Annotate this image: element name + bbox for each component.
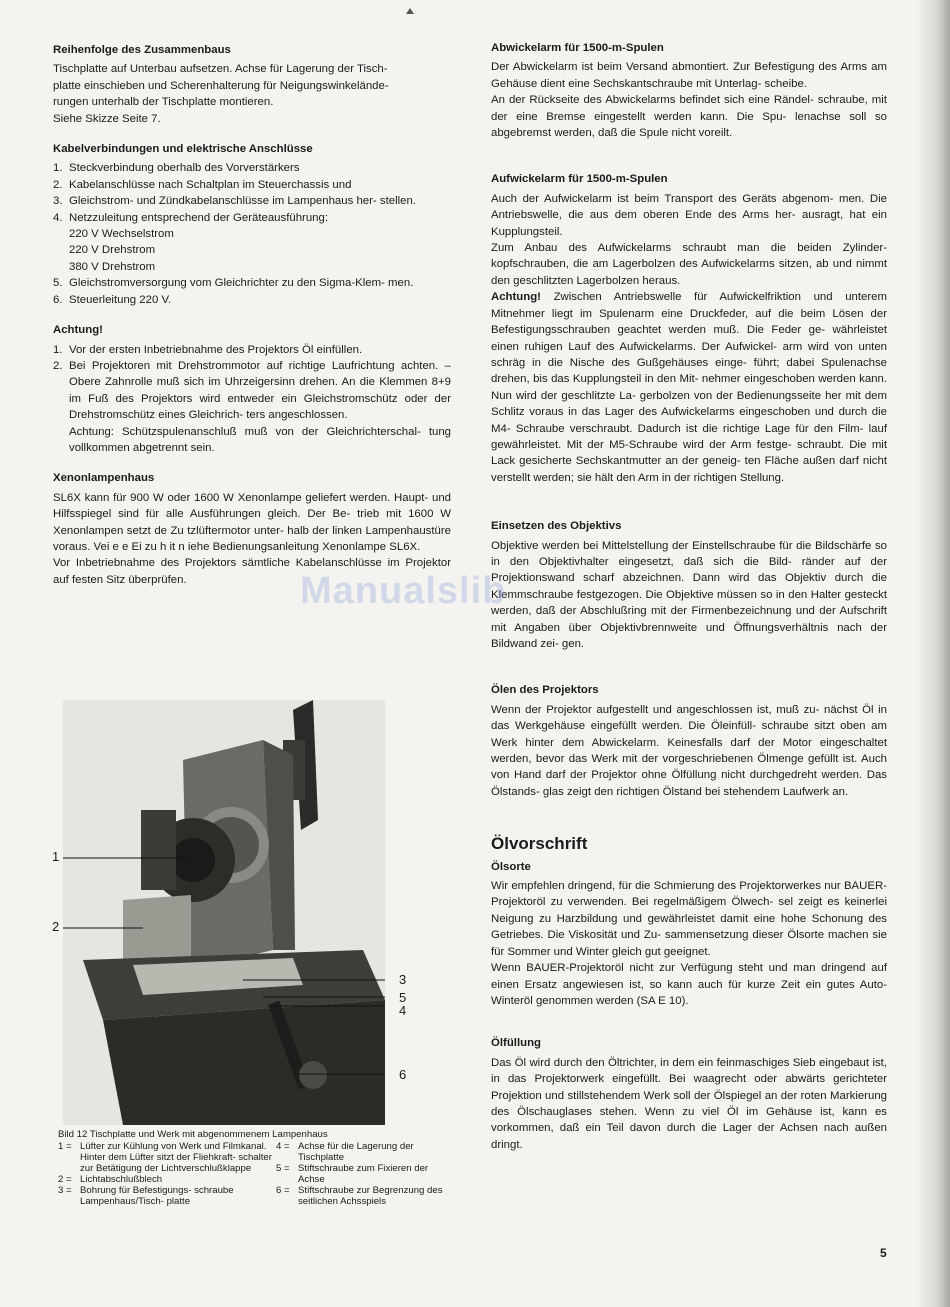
legend-row [58, 1174, 276, 1185]
achtung-list [53, 342, 451, 424]
figure-label-4: 4 [399, 1003, 407, 1018]
item-number: 3. [53, 195, 63, 208]
legend-key: 6 = [276, 1185, 290, 1196]
item-number: 6. [53, 293, 63, 306]
legend-text: Stiftschraube zum Fixieren der Achse [298, 1163, 429, 1185]
oelsorte-paragraph: Wenn BAUER-Projektoröl nicht zur Verfügung steht und man dringend auf einen Ersatz angewiesen ist, so kann auch für kurze Zeit ein gutes Auto-Winteröl genommen werden (SA E 10). [491, 962, 887, 1007]
figure-label-2: 2 [52, 919, 60, 934]
heading-abwickelarm: Abwickelarm für 1500-m-Spulen [491, 42, 664, 54]
reihenfolge-line: rungen unterhalb der Tischplatte montieren. [53, 96, 274, 109]
item-number: 4. [53, 211, 63, 224]
legend-text: Achse für die Lagerung der Tischplatte [298, 1141, 414, 1163]
item-number: 2. [53, 359, 63, 372]
section-oelfuellung [491, 1035, 887, 1153]
reihenfolge-line: Tischplatte auf Unterbau aufsetzen. Achse für Lagerung der Tisch- [53, 63, 388, 76]
heading-reihenfolge: Reihenfolge des Zusammenbaus [53, 44, 231, 56]
section-oelen [491, 682, 887, 800]
oelen-paragraph: Wenn der Projektor aufgestellt und angeschlossen ist, muß zu- nächst Öl in das Werkgehäuse eingefüllt werden. Die Öleinfüll- schraube sitzt oben am Werk hinter dem Abwickelarm. Keinesfalls darf der Motor eingeschaltet werden, bevor das Werk mit der vorgeschriebenen Ölmenge gefüllt ist. Auch von Hand darf der Projektor ohne Ölfüllung nicht durchgedreht werden. Das Ölstands- glas zeigt den richtigen Ölstand bei stehendem Laufwerk an. [491, 703, 887, 798]
figure-label-3: 3 [399, 972, 407, 987]
legend-key: 3 = [58, 1185, 72, 1196]
legend-key: 1 = [58, 1141, 72, 1152]
reihenfolge-line: Siehe Skizze Seite 7. [53, 112, 161, 125]
xenon-paragraph: Vor Inbetriebnahme des Projektors sämtliche Kabelanschlüsse im Projektor auf festen Sitz überprüfen. [53, 557, 451, 586]
aufwickel-paragraph: Zum Anbau des Aufwickelarms schraubt man die beiden Zylinder- kopfschrauben, die am Lagerbolzen des Aufwickelarms sitzen, ab und nimmt den geschlitzten Lagerbolzen heraus. [491, 242, 887, 287]
legend-text: Stiftschraube zur Begrenzung des seitlichen Achsspiels [298, 1185, 443, 1207]
list-item [53, 160, 451, 176]
section-aufwickelarm [491, 171, 887, 486]
item-text: Bei Projektoren mit Drehstrommotor auf richtige Laufrichtung achten. – Obere Zahnrolle muß sich im Uhrzeigersinn drehen. An die Klemmen 8+9 im Fuß des Projektors wird entweder ein Gleichstromschütz oder der Drehstromschütz eines Gleichrich- ters angeschlossen. [69, 359, 451, 422]
page-edge-shadow [916, 0, 950, 1307]
legend-right [276, 1141, 448, 1207]
achtung-label: Achtung! [491, 291, 541, 304]
section-achtung [53, 322, 451, 456]
item-text: Steuerleitung 220 V. [69, 293, 172, 306]
legend-row [276, 1185, 448, 1207]
xenon-paragraph: SL6X kann für 900 W oder 1600 W Xenonlampe geliefert werden. Haupt- und Hilfsspiegel sind für alle Ausführungen gleich. Der Be- trieb mit 1600 W Xenonlampen setzt de Zu tzlüftermotor unter- halb der linken Lampenhaustüre voraus. Vei e e Ei zu h it n iehe Bedienungsanleitung Xenonlampe SL6X. [53, 491, 451, 553]
legend-text: Lüfter zur Kühlung von Werk und Filmkanal. Hinter dem Lüfter sitzt der Fliehkraft- schalter zur Betätigung der Lichtverschlußklappe [80, 1141, 272, 1174]
heading-xenon: Xenonlampenhaus [53, 472, 155, 485]
item-text: Gleichstrom- und Zündkabelanschlüsse im Lampenhaus her- stellen. [69, 195, 416, 208]
objektiv-paragraph: Objektive werden bei Mittelstellung der Einstellschraube für die Bildschärfe so in den Objektivhalter eingesetzt, daß sich die Bild- ränder auf der Projektionswand scharf abzeichnen. Dann wird das Objektiv durch die Klemmschraube festgezogen. Die Objektive müssen so in den Halter gesteckt werden, daß der Abschlußring mit der Firmenbezeichnung und der Aufschrift mit Angaben über Objektivbrennweite und Öffnungsverhältnis nach der Bildwand zei- gen. [491, 539, 887, 650]
legend-text: Bohrung für Befestigungs- schraube Lampenhaus/Tisch- platte [80, 1185, 234, 1207]
achtung-text: Zwischen Antriebswelle für Aufwickelfriktion und unterem Mitnehmer liegt im Spulenarm eine Druckfeder, auf die beim Lösen der Befestigungsschrauben geachtet werden muß. Die Feder ge- währleistet einen ruhigen Lauf des Aufwickelarms. Der Aufwickel- arm wird von unten schräg in die Nische des Gußgehäuses einge- führt; dabei Spulenachse drehen, bis das Kupplungsteil in den Mit- nehmer eingeschoben werden kann. Nun wird der geschlitzte La- gerbolzen von der Bedienungsseite her mit dem Schlitz voraus in das Lager des Aufwickelarms eingeschoben und durch die M4- Schraube verschraubt. Dadurch ist die richtige Lage für den Film- lauf gewährleistet. Mit der M5-Schraube wird der Arm festge- schraubt. Die mit Lack gesicherte Sechskantmutter an der geneig- ten Fläche außen darf nicht verstellt werden; sie hält den Arm in der richtigen Stellung. [491, 291, 887, 484]
item-text: Netzzuleitung entsprechend der Geräteausführung: [69, 211, 328, 224]
caption-legend [58, 1141, 448, 1207]
right-column [491, 40, 887, 1167]
figure-label-6: 6 [399, 1067, 407, 1082]
item-text: Steckverbindung oberhalb des Vorverstärkers [69, 162, 300, 175]
achtung-note: Achtung: Schützspulenanschluß muß von der Gleichrichterschal- tung vollkommen abgetrennt sein. [69, 425, 451, 454]
abwickel-paragraph: Der Abwickelarm ist beim Versand abmontiert. Zur Befestigung des Arms am Gehäuse dient eine Sechskantschraube mit Unterlag- scheibe. [491, 61, 887, 90]
section-abwickelarm [491, 40, 887, 141]
kabel-list [53, 160, 451, 308]
legend-row [58, 1141, 276, 1174]
list-item [53, 210, 451, 276]
figure-caption [58, 1129, 448, 1207]
heading-oelvorschrift: Ölvorschrift [491, 834, 588, 854]
legend-row [276, 1141, 448, 1163]
list-item [53, 177, 451, 193]
item-number: 5. [53, 277, 63, 290]
legend-row [276, 1163, 448, 1185]
abwickel-paragraph: An der Rückseite des Abwickelarms befindet sich eine Rändel- schraube, mit der eine Bremse eingestellt werden kann. Die Spu- lenachse soll so abgebremst werden, daß die Spule nicht voreilt. [491, 94, 887, 140]
legend-text: Lichtabschlußblech [80, 1174, 163, 1185]
item-number: 1. [53, 343, 63, 356]
figure-label-1: 1 [52, 849, 60, 864]
watermark: Manualslib [300, 570, 507, 612]
legend-left [58, 1141, 276, 1207]
voltage-line: 380 V Drehstrom [69, 260, 156, 273]
legend-key: 2 = [58, 1174, 72, 1185]
item-text: Gleichstromversorgung vom Gleichrichter zu den Sigma-Klem- men. [69, 277, 414, 290]
reihenfolge-line: platte einschieben und Scherenhalterung für Neigungswinkelände- [53, 79, 389, 92]
oelsorte-paragraph: Wir empfehlen dringend, für die Schmierung des Projektorwerkes nur BAUER-Projektoröl zu verwenden. Bei regelmäßigem Ölwech- sel zeigt es keinerlei Neigung zu Harzbildung und gewährleistet damit eine hohe Schonung des Getriebes. Die Viskosität und Zu- sammensetzung dieser Ölsorte machen sie für Sommer und Winter gleich gut geeignet. [491, 880, 887, 958]
heading-achtung: Achtung! [53, 324, 103, 337]
section-kabel [53, 141, 451, 308]
projector-photo [63, 700, 385, 1125]
heading-oelsorte: Ölsorte [491, 860, 531, 873]
legend-row [58, 1185, 276, 1207]
section-oelsorte [491, 859, 887, 1010]
heading-oelen: Ölen des Projektors [491, 684, 599, 697]
section-reihenfolge [53, 42, 451, 127]
heading-objektiv: Einsetzen des Objektivs [491, 520, 622, 533]
heading-kabel: Kabelverbindungen und elektrische Anschlüsse [53, 143, 313, 156]
item-text: Vor der ersten Inbetriebnahme des Projektors Öl einfüllen. [69, 343, 363, 356]
heading-oelfuellung: Ölfüllung [491, 1037, 541, 1050]
section-objektiv [491, 518, 887, 652]
item-text: Kabelanschlüsse nach Schaltplan im Steuerchassis und [69, 178, 352, 191]
scan-mark-icon [406, 8, 414, 14]
item-number: 2. [53, 178, 63, 191]
aufwickel-paragraph: Auch der Aufwickelarm ist beim Transport des Geräts abgenom- men. Die Antriebswelle, die aus dem oberen Ende des Arms her- ausragt, hat ein Kupplungsteil. [491, 192, 887, 238]
voltage-line: 220 V Drehstrom [69, 244, 156, 257]
list-item [53, 342, 451, 358]
aufwickel-paragraph [491, 289, 887, 486]
item-number: 1. [53, 162, 63, 175]
heading-aufwickelarm: Aufwickelarm für 1500-m-Spulen [491, 173, 668, 186]
legend-key: 5 = [276, 1163, 290, 1174]
figure-label-5: 5 [399, 990, 407, 1005]
list-item [53, 292, 451, 308]
list-item [53, 358, 451, 424]
list-item [53, 275, 451, 291]
list-item [53, 193, 451, 209]
legend-key: 4 = [276, 1141, 290, 1152]
projector-illustration [63, 700, 385, 1125]
left-column [53, 42, 451, 602]
voltage-line: 220 V Wechselstrom [69, 228, 174, 241]
oelfuellung-paragraph: Das Öl wird durch den Öltrichter, in dem ein feinmaschiges Sieb eingebaut ist, in das Projektorwerk eingefüllt. Bei waagrecht oder abwärts gerichteter Projektion und stillstehendem Werk soll der Ölspiegel an der roten Markierung des Ölschauglases stehen. Wenn zu viel Öl im Gehäuse ist, kann es vorkommen, daß ein Teil davon durch die Lager der Achsen nach außen dringt. [491, 1056, 887, 1151]
page-number: 5 [880, 1246, 887, 1260]
caption-title: Bild 12 Tischplatte und Werk mit abgenommenem Lampenhaus [58, 1129, 328, 1140]
